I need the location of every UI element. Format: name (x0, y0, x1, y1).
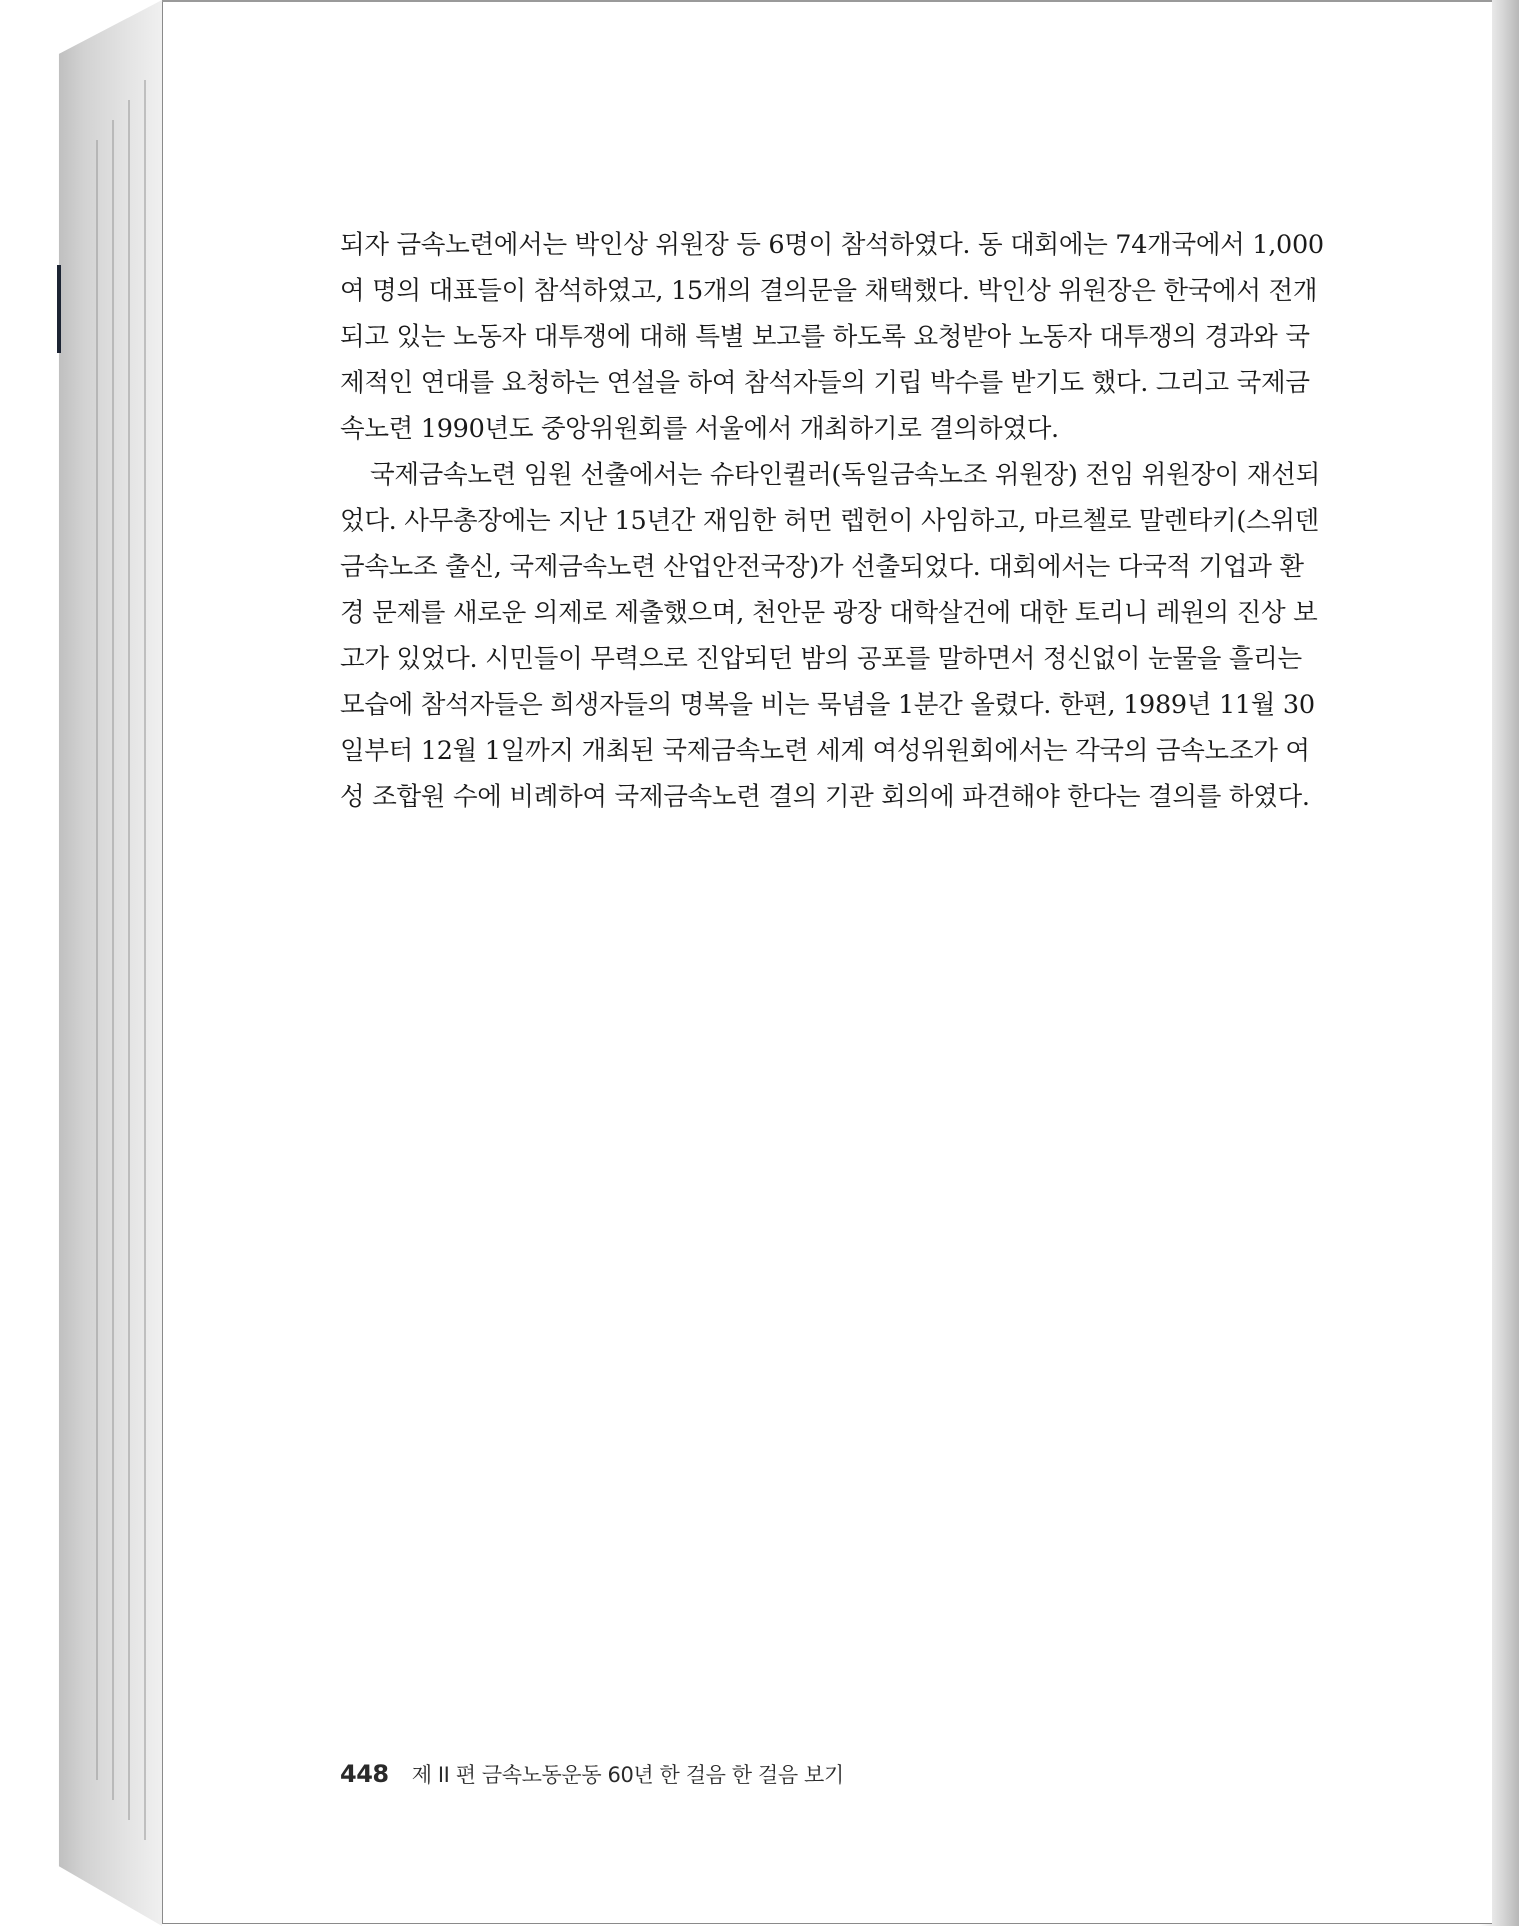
paragraph-2 (340, 452, 1500, 820)
page-edge-line (96, 140, 98, 1780)
page-number: 448 (340, 1760, 389, 1788)
text-line: 고가 있었다. 시민들이 무력으로 진압되던 밤의 공포를 말하면서 정신없이 눈물을 흘리는 (340, 644, 1302, 674)
text-line: 속노련 1990년도 중앙위원회를 서울에서 개최하기로 결의하였다. (340, 414, 1059, 444)
text-line: 되고 있는 노동자 대투쟁에 대해 특별 보고를 하도록 요청받아 노동자 대투쟁의 경과와 국 (340, 322, 1310, 352)
text-line: 성 조합원 수에 비례하여 국제금속노련 결의 기관 회의에 파견해야 한다는 결의를 하였다. (340, 782, 1310, 812)
document-page (162, 2, 1492, 1924)
text-line: 었다. 사무총장에는 지난 15년간 재임한 허먼 렙헌이 사임하고, 마르첼로 말렌타키(스위덴 (340, 506, 1320, 536)
text-line: 되자 금속노련에서는 박인상 위원장 등 6명이 참석하였다. 동 대회에는 74개국에서 1,000 (340, 230, 1324, 260)
text-line: 모습에 참석자들은 희생자들의 명복을 비는 묵념을 1분간 올렸다. 한편, 1989년 11월 30 (340, 690, 1315, 720)
page-edge-line (128, 100, 130, 1820)
spine-bookmark-mark (57, 265, 61, 353)
body-text (340, 222, 1500, 820)
text-line: 국제금속노련 임원 선출에서는 슈타인퀼러(독일금속노조 위원장) 전임 위원장이 재선되 (370, 460, 1320, 490)
text-line: 금속노조 출신, 국제금속노련 산업안전국장)가 선출되었다. 대회에서는 다국적 기업과 환 (340, 552, 1304, 582)
text-line: 여 명의 대표들이 참석하였고, 15개의 결의문을 채택했다. 박인상 위원장은 한국에서 전개 (340, 276, 1318, 306)
page-edge-line (144, 80, 146, 1840)
text-line: 경 문제를 새로운 의제로 제출했으며, 천안문 광장 대학살건에 대한 토리니 레원의 진상 보 (340, 598, 1318, 628)
page-footer (340, 1759, 844, 1789)
page-edge-line (112, 120, 114, 1800)
text-line: 일부터 12월 1일까지 개최된 국제금속노련 세계 여성위원회에서는 각국의 금속노조가 여 (340, 736, 1310, 766)
paragraph-1 (340, 222, 1500, 452)
text-line: 제적인 연대를 요청하는 연설을 하여 참석자들의 기립 박수를 받기도 했다. 그리고 국제금 (340, 368, 1310, 398)
running-footer-title: 제 II 편 금속노동운동 60년 한 걸음 한 걸음 보기 (411, 1763, 844, 1787)
